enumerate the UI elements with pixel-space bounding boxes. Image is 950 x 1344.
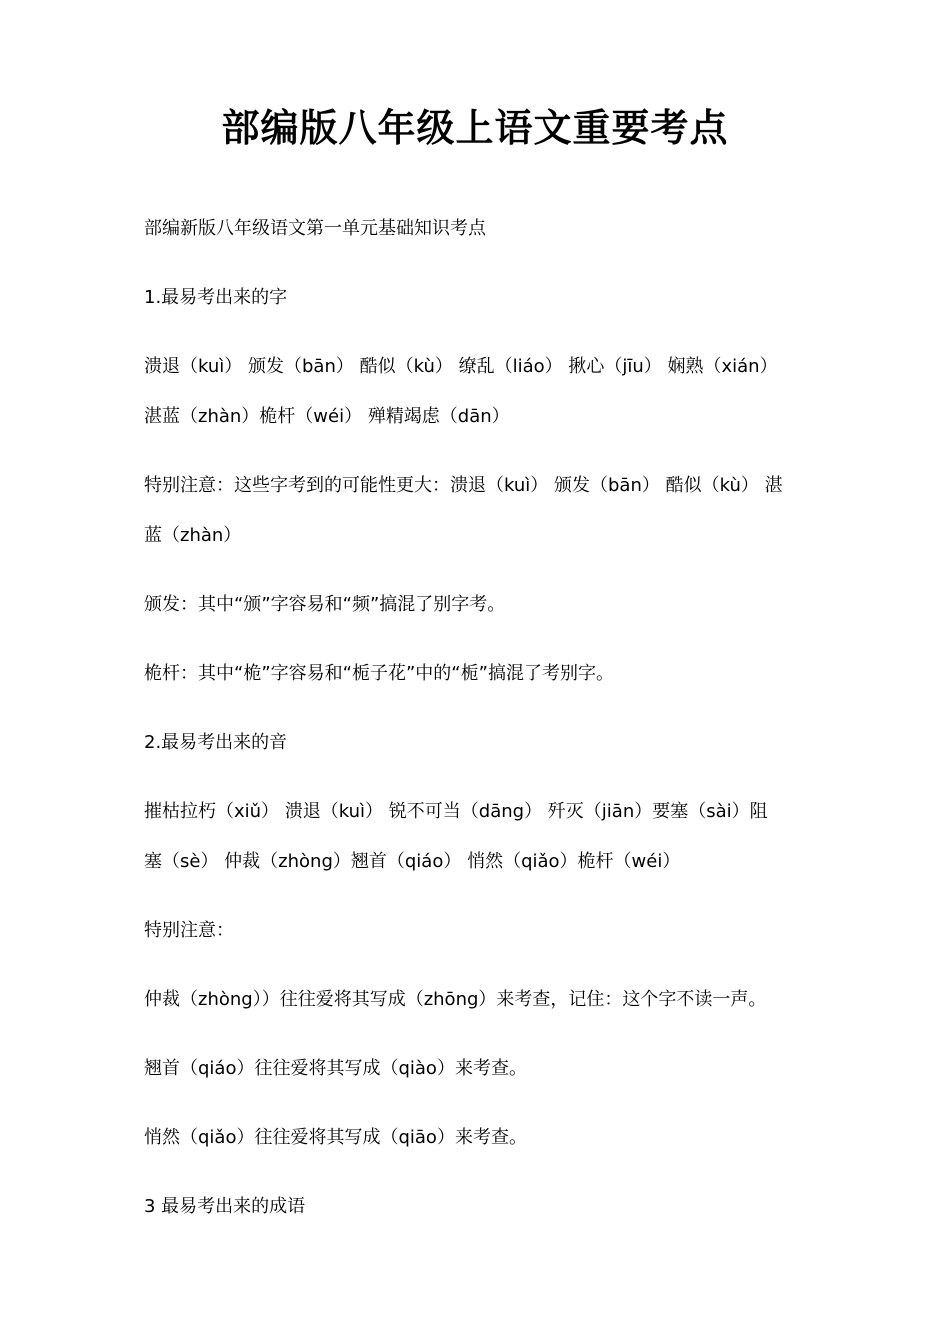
section-heading: 部编新版八年级语文第一单元基础知识考点	[144, 218, 486, 239]
subsection-heading: 2.最易考出来的音	[144, 732, 288, 753]
paragraph-line: 蓝（zhàn）	[144, 525, 242, 546]
subsection-heading: 3 最易考出来的成语	[144, 1196, 306, 1217]
paragraph-line: 塞（sè） 仲裁（zhòng）翘首（qiáo） 悄然（qiǎo）桅杆（wéi）	[144, 851, 681, 872]
paragraph-line: 特别注意：这些字考到的可能性更大：溃退（kuì） 颁发（bān） 酷似（kù） 湛	[144, 475, 783, 496]
paragraph-line: 湛蓝（zhàn）桅杆（wéi） 殚精竭虑（dān）	[144, 406, 510, 427]
page-title: 部编版八年级上语文重要考点	[221, 106, 729, 150]
paragraph-line: 仲裁（zhòng））往往爱将其写成（zhōng）来考查，记住：这个字不读一声。	[144, 989, 767, 1010]
subsection-heading: 1.最易考出来的字	[144, 287, 288, 308]
paragraph-line: 翘首（qiáo）往往爱将其写成（qiào）来考查。	[144, 1058, 527, 1079]
paragraph-line: 颁发：其中“颁”字容易和“频”搞混了别字考。	[144, 594, 506, 615]
paragraph-line: 溃退（kuì） 颁发（bān） 酷似（kù） 缭乱（liáo） 揪心（jīu） 娴熟（xián）	[144, 356, 778, 377]
paragraph-line: 特别注意：	[144, 920, 234, 941]
paragraph-line: 摧枯拉朽（xiǔ） 溃退（kuì） 锐不可当（dāng） 歼灭（jiān）要塞（sài）阻	[144, 801, 768, 822]
paragraph-line: 悄然（qiǎo）往往爱将其写成（qiāo）来考查。	[144, 1127, 527, 1148]
paragraph-line: 桅杆：其中“桅”字容易和“栀子花”中的“栀”搞混了考别字。	[144, 663, 614, 684]
